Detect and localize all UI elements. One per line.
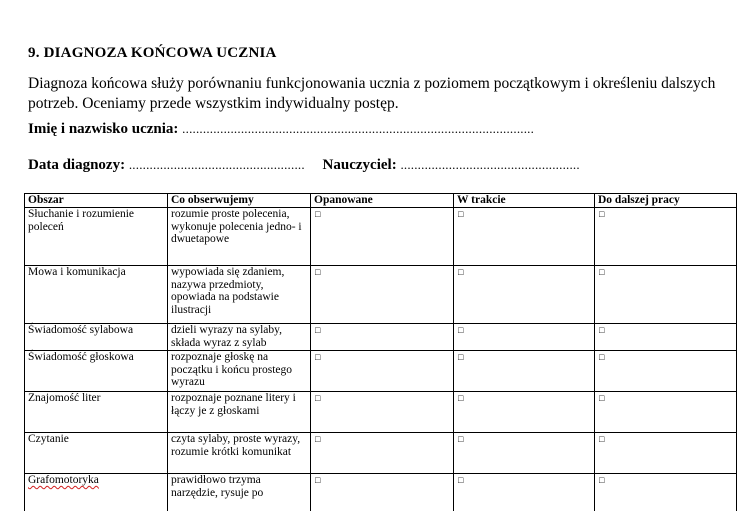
further-work-cell <box>595 324 737 351</box>
further-work-cell <box>595 433 737 474</box>
observe-cell: wypowiada się zdaniem, nazywa przedmioty, opowiada na podstawie ilustracji <box>168 266 311 324</box>
mastered-checkbox[interactable]: □ <box>315 267 321 277</box>
header-observe: Co obserwujemy <box>168 194 311 208</box>
in-progress-checkbox[interactable]: □ <box>458 267 464 277</box>
in-progress-cell <box>454 351 595 392</box>
in-progress-cell <box>454 266 595 324</box>
teacher-group <box>323 157 580 174</box>
mastered-cell <box>311 351 454 392</box>
in-progress-cell <box>454 474 595 511</box>
diagnosis-table <box>24 193 737 511</box>
in-progress-cell <box>454 208 595 266</box>
header-area: Obszar <box>25 194 168 208</box>
mastered-checkbox[interactable]: □ <box>315 352 321 362</box>
observe-cell: rozumie proste polecenia, wykonuje polecenia jedno- i dwuetapowe <box>168 208 311 266</box>
in-progress-cell <box>454 433 595 474</box>
further-work-checkbox[interactable]: □ <box>599 209 605 219</box>
further-work-checkbox[interactable]: □ <box>599 352 605 362</box>
observe-cell: dzieli wyrazy na sylaby, składa wyraz z sylab <box>168 324 311 351</box>
area-cell <box>25 474 168 511</box>
in-progress-checkbox[interactable]: □ <box>458 325 464 335</box>
student-name-field <box>28 121 534 138</box>
area-cell: Świadomość głoskowa <box>25 351 168 392</box>
mastered-cell <box>311 266 454 324</box>
in-progress-checkbox[interactable]: □ <box>458 393 464 403</box>
further-work-cell <box>595 266 737 324</box>
further-work-checkbox[interactable]: □ <box>599 475 605 485</box>
in-progress-checkbox[interactable]: □ <box>458 434 464 444</box>
in-progress-cell <box>454 324 595 351</box>
table-header-row <box>25 194 737 208</box>
mastered-checkbox[interactable]: □ <box>315 475 321 485</box>
table-row <box>25 433 737 474</box>
mastered-cell <box>311 208 454 266</box>
area-cell: Świadomość sylabowa <box>25 324 168 351</box>
header-further-work: Do dalszej pracy <box>595 194 737 208</box>
further-work-checkbox[interactable]: □ <box>599 393 605 403</box>
further-work-checkbox[interactable]: □ <box>599 434 605 444</box>
further-work-checkbox[interactable]: □ <box>599 267 605 277</box>
further-work-cell <box>595 474 737 511</box>
section-title: 9. DIAGNOZA KOŃCOWA UCZNIA <box>28 45 277 61</box>
further-work-cell <box>595 392 737 433</box>
mastered-checkbox[interactable]: □ <box>315 434 321 444</box>
area-cell: Czytanie <box>25 433 168 474</box>
mastered-cell <box>311 392 454 433</box>
area-cell: Mowa i komunikacja <box>25 266 168 324</box>
table-row <box>25 208 737 266</box>
area-cell: Słuchanie i rozumienie poleceń <box>25 208 168 266</box>
further-work-checkbox[interactable]: □ <box>599 325 605 335</box>
table-row <box>25 324 737 351</box>
observe-cell: prawidłowo trzyma narzędzie, rysuje po <box>168 474 311 511</box>
date-blank[interactable]: ................................................... <box>128 157 305 172</box>
in-progress-checkbox[interactable]: □ <box>458 352 464 362</box>
teacher-blank[interactable]: .................................................... <box>400 157 580 172</box>
further-work-cell <box>595 351 737 392</box>
area-cell: Znajomość liter <box>25 392 168 433</box>
mastered-cell <box>311 324 454 351</box>
header-mastered: Opanowane <box>311 194 454 208</box>
observe-cell: czyta sylaby, proste wyrazy, rozumie krótki komunikat <box>168 433 311 474</box>
area-text-spellcheck: Grafomotoryka <box>28 474 99 486</box>
observe-cell: rozpoznaje poznane litery i łączy je z głoskami <box>168 392 311 433</box>
student-name-label: Imię i nazwisko ucznia: <box>28 121 179 137</box>
intro-paragraph: Diagnoza końcowa służy porównaniu funkcjonowania ucznia z poziomem początkowym i określeniu dalszych potrzeb. Oceniamy przede wszystkim indywidualny postęp. <box>28 75 716 112</box>
table-row <box>25 266 737 324</box>
observe-cell: rozpoznaje głoskę na początku i końcu prostego wyrazu <box>168 351 311 392</box>
in-progress-cell <box>454 392 595 433</box>
in-progress-checkbox[interactable]: □ <box>458 475 464 485</box>
date-teacher-field <box>28 157 580 174</box>
table-row <box>25 351 737 392</box>
table-row <box>25 392 737 433</box>
student-name-blank[interactable]: ...................................................................................................... <box>182 121 535 136</box>
date-label: Data diagnozy: <box>28 157 126 173</box>
mastered-checkbox[interactable]: □ <box>315 325 321 335</box>
mastered-cell <box>311 433 454 474</box>
in-progress-checkbox[interactable]: □ <box>458 209 464 219</box>
mastered-checkbox[interactable]: □ <box>315 209 321 219</box>
mastered-checkbox[interactable]: □ <box>315 393 321 403</box>
further-work-cell <box>595 208 737 266</box>
table-row <box>25 474 737 511</box>
header-in-progress: W trakcie <box>454 194 595 208</box>
teacher-label: Nauczyciel: <box>322 157 397 173</box>
mastered-cell <box>311 474 454 511</box>
